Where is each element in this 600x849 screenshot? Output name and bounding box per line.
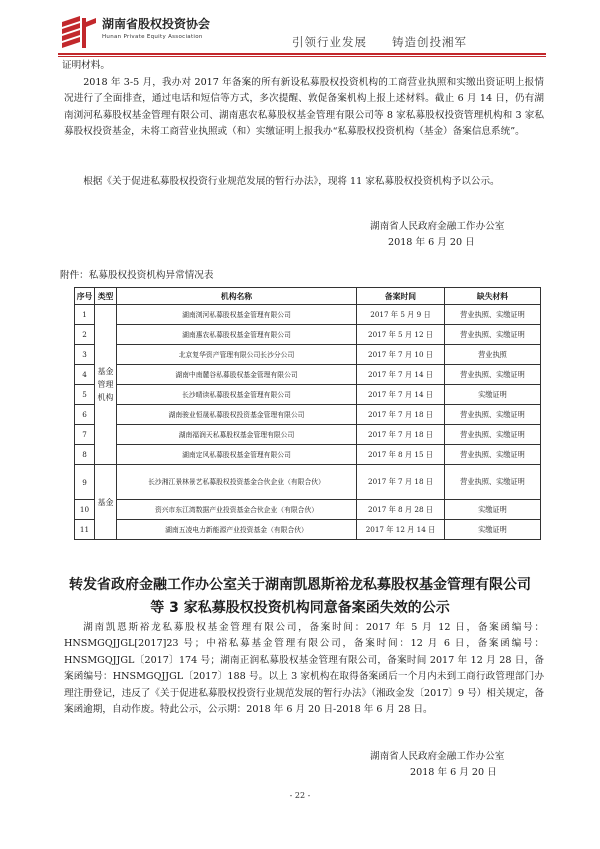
row-missing: 实缴证明 <box>445 385 541 405</box>
row-no: 2 <box>75 325 95 345</box>
row-date: 2017 年 5 月 12 日 <box>357 325 445 345</box>
notice-title-line-2: 等 3 家私募股权投资机构同意备案函失效的公示 <box>150 600 450 616</box>
signature-date-2: 2018 年 6 月 20 日 <box>410 767 497 778</box>
signature-org-2: 湖南省人民政府金融工作办公室 <box>370 751 505 762</box>
row-name: 湖南中南麓谷私募股权基金管理有限公司 <box>117 365 357 385</box>
row-missing: 实缴证明 <box>445 500 541 520</box>
header-slogan: 引领行业发展 铸造创投湘军 <box>292 35 467 49</box>
table-row <box>75 405 541 425</box>
row-missing: 营业执照、实缴证明 <box>445 325 541 345</box>
row-missing: 营业执照、实缴证明 <box>445 425 541 445</box>
row-date: 2017 年 8 月 28 日 <box>357 500 445 520</box>
row-name: 湖南定风私募股权基金管理有限公司 <box>117 445 357 465</box>
association-name-en: Hunan Private Equity Association <box>102 34 203 40</box>
row-no: 1 <box>75 305 95 325</box>
row-date: 2017 年 7 月 10 日 <box>357 345 445 365</box>
table-row <box>75 385 541 405</box>
row-name: 湖南五凌电力新能源产业投资基金（有限合伙） <box>117 520 357 540</box>
header-no: 序号 <box>75 288 95 305</box>
table-row <box>75 305 541 325</box>
table-header-row <box>75 288 541 305</box>
type-fund: 基金 <box>95 465 117 540</box>
row-date: 2017 年 8 月 15 日 <box>357 445 445 465</box>
row-name: 湖南骏业恒晟私募股权投资基金管理有限公司 <box>117 405 357 425</box>
abnormal-institutions-table <box>74 287 541 540</box>
row-missing: 实缴证明 <box>445 520 541 540</box>
notice-title-line-1: 转发省政府金融工作办公室关于湖南凯恩斯裕龙私募股权基金管理有限公司 <box>69 577 531 593</box>
row-name: 湖南惠农私募股权基金管理有限公司 <box>117 325 357 345</box>
row-name: 湖南福润天私募股权基金管理有限公司 <box>117 425 357 445</box>
row-date: 2017 年 7 月 14 日 <box>357 385 445 405</box>
table-row <box>75 465 541 500</box>
attachment-title: 附件：私募股权投资机构异常情况表 <box>60 270 214 281</box>
header-missing: 缺失材料 <box>445 288 541 305</box>
row-missing: 营业执照、实缴证明 <box>445 305 541 325</box>
header-name: 机构名称 <box>117 288 357 305</box>
signature-date-1: 2018 年 6 月 20 日 <box>388 237 475 248</box>
type-manager: 基金 管理 机构 <box>95 305 117 465</box>
intro-paragraph-1: 2018 年 3-5 月，我办对 2017 年备案的所有新设私募股权投资机构的工商营业执照和实缴出资证明上报情况进行了全面排查，通过电话和短信等方式，多次提醒、敦促备案机构上报上述材料。截止 6 月 14 日，仍有湖南浏河私募股权基金管理有限公司、湖南惠农私募股权基金管理有限公司等 8 家私募股权投资管理机构和 3 家私募股权投资基金，未将工商营业执照或（和）实缴证明上报我办“私募股权投资机构（基金）备案信息系统”。 <box>64 77 544 138</box>
row-name: 长沙晴读私募股权基金管理有限公司 <box>117 385 357 405</box>
table-row <box>75 520 541 540</box>
association-logo <box>58 12 211 56</box>
row-name: 资兴市东江湾数据产业投资基金合伙企业（有限合伙） <box>117 500 357 520</box>
row-date: 2017 年 7 月 18 日 <box>357 405 445 425</box>
row-no: 6 <box>75 405 95 425</box>
row-date: 2017 年 5 月 9 日 <box>357 305 445 325</box>
header-date: 备案时间 <box>357 288 445 305</box>
row-date: 2017 年 7 月 18 日 <box>357 425 445 445</box>
notice-body: 湖南凯恩斯裕龙私募股权基金管理有限公司，备案时间：2017 年 5 月 12 日，备案函编号：HNSMGQJJGL[2017]23 号；中裕私募基金管理有限公司，备案时间：12 月 6 日，备案函编号：HNSMGQJJGL〔2017〕174 号；湖南正润私募股权基金管理有限公司，备案时间 2017 年 12 月 28 日，备案函编号：HNSMGQJJGL〔2017〕188 号。以上 3 家机构在取得备案函后一个月内未到工商行政管理部门办理注册登记，违反了《关于促进私募股权投资行业规范发展的暂行办法》（湘政金发〔2017〕9 号）相关规定，备案函逾期，自动作废。特此公示，公示期：2018 年 6 月 20 日-2018 年 6 月 28 日。 <box>64 622 544 716</box>
table-row <box>75 345 541 365</box>
header-rule <box>58 53 546 55</box>
association-logo-mark <box>58 12 98 52</box>
row-name: 长沙湘江景林景艺私募股权投资基金合伙企业（有限合伙） <box>117 465 357 500</box>
row-missing: 营业执照、实缴证明 <box>445 445 541 465</box>
row-no: 4 <box>75 365 95 385</box>
row-missing: 营业执照、实缴证明 <box>445 405 541 425</box>
header-rule-thin <box>58 56 546 57</box>
row-no: 11 <box>75 520 95 540</box>
row-missing: 营业执照、实缴证明 <box>445 365 541 385</box>
row-no: 10 <box>75 500 95 520</box>
row-no: 3 <box>75 345 95 365</box>
row-no: 9 <box>75 465 95 500</box>
row-missing: 营业执照 <box>445 345 541 365</box>
page-number: - 22 - <box>289 791 311 800</box>
header-type: 类型 <box>95 288 117 305</box>
table-row <box>75 445 541 465</box>
row-missing: 营业执照、实缴证明 <box>445 465 541 500</box>
row-name: 湖南浏河私募股权基金管理有限公司 <box>117 305 357 325</box>
intro-paragraph-2: 根据《关于促进私募股权投资行业规范发展的暂行办法》，现将 11 家私募股权投资机构予以公示。 <box>83 176 500 187</box>
row-no: 7 <box>75 425 95 445</box>
table-row <box>75 425 541 445</box>
row-name: 北京复华资产管理有限公司长沙分公司 <box>117 345 357 365</box>
association-name: 湖南省股权投资协会 <box>102 17 211 31</box>
table-row <box>75 325 541 345</box>
table-row <box>75 365 541 385</box>
row-no: 5 <box>75 385 95 405</box>
intro-continuation: 证明材料。 <box>62 60 110 71</box>
row-date: 2017 年 7 月 14 日 <box>357 365 445 385</box>
row-date: 2017 年 7 月 18 日 <box>357 465 445 500</box>
row-no: 8 <box>75 445 95 465</box>
signature-org-1: 湖南省人民政府金融工作办公室 <box>370 221 505 232</box>
table-row <box>75 500 541 520</box>
row-date: 2017 年 12 月 14 日 <box>357 520 445 540</box>
